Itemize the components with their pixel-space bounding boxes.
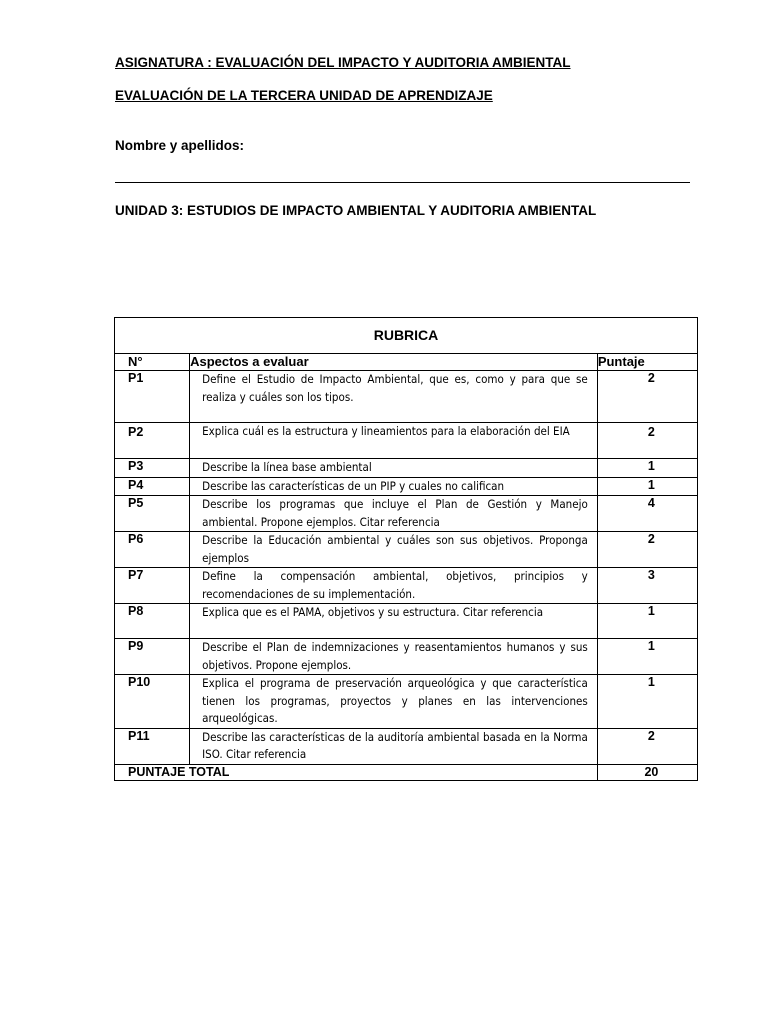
table-row [115,532,698,568]
table-row [115,477,698,496]
row-points: 2 [597,532,697,568]
column-header-number: N° [115,354,190,371]
row-points: 3 [597,568,697,604]
row-number: P2 [115,423,190,459]
row-number: P1 [115,371,190,423]
row-aspect: Describe las características de la auditoría ambiental basada en la Norma ISO. Citar referencia [190,728,598,764]
row-points: 2 [597,423,697,459]
row-aspect: Describe los programas que incluye el Plan de Gestión y Manejo ambiental. Propone ejemplos. Citar referencia [190,496,598,532]
rubric-table [114,317,698,781]
row-aspect: Explica que es el PAMA, objetivos y su estructura. Citar referencia [190,604,598,639]
table-row [115,371,698,423]
row-points: 1 [597,477,697,496]
row-points: 2 [597,728,697,764]
name-blank-line [115,182,690,183]
row-points: 2 [597,371,697,423]
total-row [115,764,698,780]
row-aspect: Describe el Plan de indemnizaciones y reasentamientos humanos y sus objetivos. Propone ejemplos. [190,639,598,675]
row-points: 1 [597,459,697,478]
row-aspect: Define el Estudio de Impacto Ambiental, que es, como y para que se realiza y cuáles son los tipos. [190,371,598,423]
row-points: 1 [597,604,697,639]
table-row [115,675,698,729]
row-number: P4 [115,477,190,496]
table-row [115,459,698,478]
row-number: P3 [115,459,190,478]
row-number: P10 [115,675,190,729]
table-row [115,423,698,459]
row-aspect: Describe las características de un PIP y cuales no califican [190,477,598,496]
row-points: 1 [597,675,697,729]
table-row [115,728,698,764]
row-number: P7 [115,568,190,604]
rubric-header-row [115,354,698,371]
column-header-points: Puntaje [597,354,697,371]
row-aspect: Explica cuál es la estructura y lineamientos para la elaboración del EIA [190,423,598,459]
table-row [115,604,698,639]
total-points: 20 [597,764,697,780]
row-aspect: Explica el programa de preservación arqueológica y que característica tienen los programas, proyectos y planes en las intervenciones arqueológicas. [190,675,598,729]
name-label: Nombre y apellidos: [115,138,245,153]
row-number: P9 [115,639,190,675]
row-number: P6 [115,532,190,568]
row-number: P11 [115,728,190,764]
subject-heading: ASIGNATURA : EVALUACIÓN DEL IMPACTO Y AUDITORIA AMBIENTAL [115,55,571,70]
table-row [115,496,698,532]
row-points: 1 [597,639,697,675]
row-aspect: Describe la línea base ambiental [190,459,598,478]
row-aspect: Define la compensación ambiental, objetivos, principios y recomendaciones de su implementación. [190,568,598,604]
row-number: P5 [115,496,190,532]
column-header-aspects: Aspectos a evaluar [190,354,598,371]
row-points: 4 [597,496,697,532]
evaluation-heading: EVALUACIÓN DE LA TERCERA UNIDAD DE APRENDIZAJE [115,88,493,103]
rubric-title: RUBRICA [115,318,698,354]
table-row [115,639,698,675]
row-aspect: Describe la Educación ambiental y cuáles son sus objetivos. Proponga ejemplos [190,532,598,568]
total-label: PUNTAJE TOTAL [115,764,598,780]
table-row [115,568,698,604]
unit-heading: UNIDAD 3: ESTUDIOS DE IMPACTO AMBIENTAL Y AUDITORIA AMBIENTAL [115,203,597,218]
row-number: P8 [115,604,190,639]
